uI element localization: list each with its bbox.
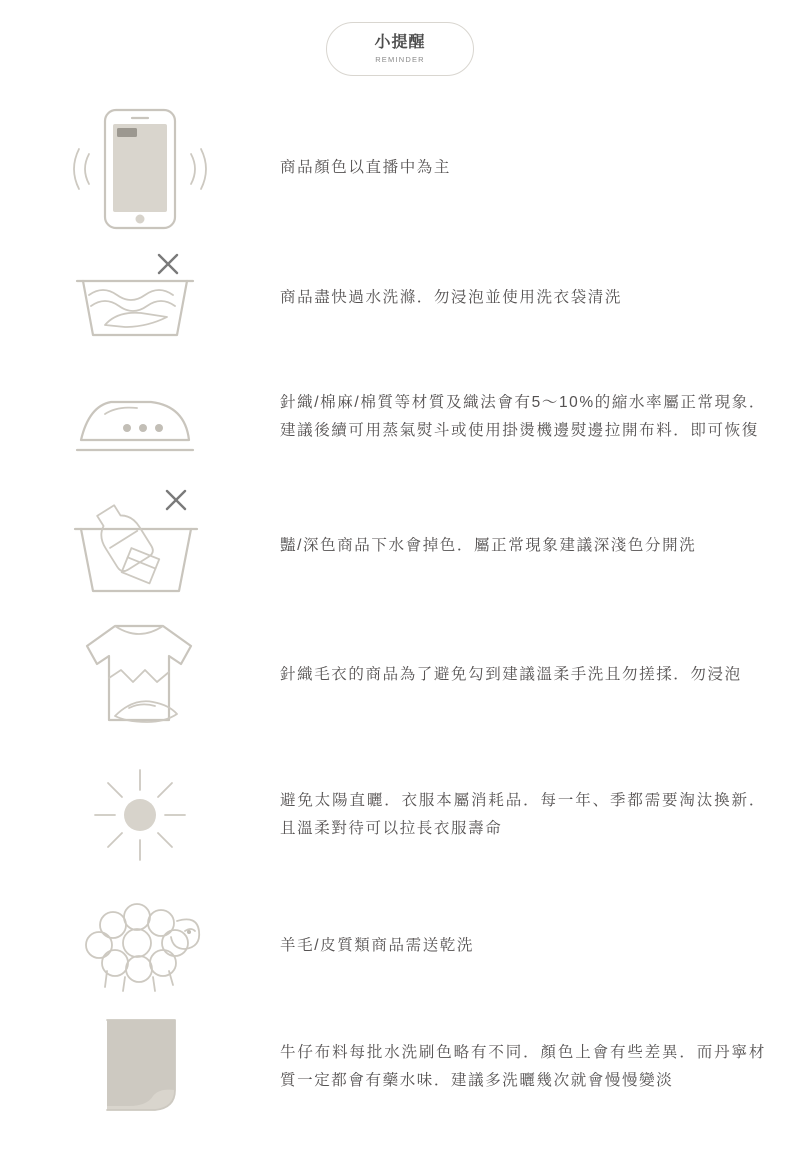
list-item bbox=[0, 740, 800, 890]
note-text: 豔/深色商品下水會掉色．屬正常現象建議深淺色分開洗 bbox=[280, 536, 697, 554]
no-direct-sunlight-icon bbox=[55, 750, 225, 880]
note-text: 針織/棉麻/棉質等材質及織法會有5～10%的縮水率屬正常現象．建議後續可用蒸氣熨斗或使用掛燙機邊熨邊拉開布料．即可恢復 bbox=[280, 393, 766, 439]
text-cell bbox=[280, 154, 800, 182]
reminder-list bbox=[0, 92, 800, 1132]
icon-cell bbox=[0, 362, 280, 472]
list-item bbox=[0, 244, 800, 352]
text-cell bbox=[280, 787, 800, 843]
icon-cell bbox=[0, 891, 280, 1001]
icon-cell bbox=[0, 483, 280, 609]
text-cell bbox=[280, 284, 800, 312]
icon-cell bbox=[0, 1012, 280, 1122]
list-item bbox=[0, 890, 800, 1002]
x-mark-icon bbox=[167, 491, 185, 509]
note-text: 針織毛衣的商品為了避免勾到建議溫柔手洗且勿搓揉．勿浸泡 bbox=[280, 665, 742, 683]
list-item bbox=[0, 1002, 800, 1132]
no-bleach-basin-icon bbox=[55, 483, 225, 609]
icon-cell bbox=[0, 612, 280, 738]
note-text: 商品盡快過水洗滌．勿浸泡並使用洗衣袋清洗 bbox=[280, 288, 623, 306]
text-cell bbox=[280, 389, 800, 445]
reminder-badge-wrap bbox=[0, 22, 800, 76]
note-text: 羊毛/皮質類商品需送乾洗 bbox=[280, 936, 475, 954]
list-item bbox=[0, 610, 800, 740]
text-cell bbox=[280, 1039, 800, 1095]
badge-title: 小提醒 bbox=[374, 34, 426, 52]
list-item bbox=[0, 352, 800, 482]
badge-subtitle: REMINDER bbox=[375, 54, 425, 64]
icon-cell bbox=[0, 243, 280, 353]
note-text: 牛仔布料每批水洗刷色略有不同．顏色上會有些差異．而丹寧材質一定都會有藥水味．建議多洗曬幾次就會慢慢變淡 bbox=[280, 1043, 766, 1089]
note-text: 避免太陽直曬．衣服本屬消耗品．每一年、季都需要淘汰換新．且溫柔對待可以拉長衣服壽命 bbox=[280, 791, 766, 837]
icon-cell bbox=[0, 98, 280, 238]
list-item bbox=[0, 482, 800, 610]
wool-sheep-dry-clean-icon bbox=[55, 891, 225, 1001]
x-mark-icon bbox=[159, 255, 177, 273]
icon-cell bbox=[0, 750, 280, 880]
no-soak-wash-basin-icon bbox=[55, 243, 225, 353]
note-text: 商品顏色以直播中為主 bbox=[280, 158, 452, 176]
text-cell bbox=[280, 661, 800, 689]
reminder-badge bbox=[326, 22, 474, 76]
hand-wash-sweater-icon bbox=[55, 612, 225, 738]
text-cell bbox=[280, 932, 800, 960]
denim-fabric-icon bbox=[55, 1012, 225, 1122]
list-item bbox=[0, 92, 800, 244]
phone-livestream-icon bbox=[55, 98, 225, 238]
text-cell bbox=[280, 532, 800, 560]
steam-iron-icon bbox=[55, 362, 225, 472]
